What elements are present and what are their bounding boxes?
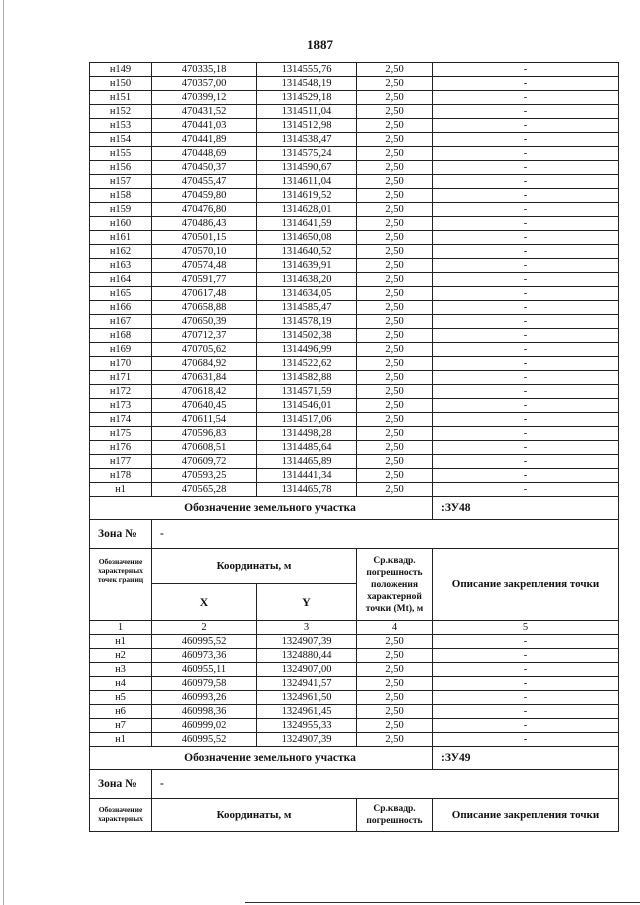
x-coord: 470618,42 [152, 385, 257, 399]
rows-top-section [90, 63, 619, 497]
y-coord: 1314641,59 [257, 217, 357, 231]
description: - [433, 413, 619, 427]
x-coord: 470455,47 [152, 175, 257, 189]
plot-label: Обозначение земельного участка [90, 497, 433, 520]
y-coord: 1324955,33 [257, 719, 357, 733]
y-coord: 1314590,67 [257, 161, 357, 175]
header-precision: Ср.квадр. погрешность положения характерной точки (Mt), м [357, 549, 433, 621]
x-coord: 470658,88 [152, 301, 257, 315]
y-coord: 1324961,45 [257, 705, 357, 719]
y-coord: 1314498,28 [257, 427, 357, 441]
description: - [433, 371, 619, 385]
y-coord: 1314548,19 [257, 77, 357, 91]
point-name: н175 [90, 427, 152, 441]
table-row [90, 105, 619, 119]
plot-id: :ЗУ48 [433, 497, 619, 520]
y-coord: 1324907,00 [257, 663, 357, 677]
table-row [90, 259, 619, 273]
table-row [90, 385, 619, 399]
precision: 2,50 [357, 147, 433, 161]
point-name: н159 [90, 203, 152, 217]
precision: 2,50 [357, 677, 433, 691]
table-row [90, 329, 619, 343]
header-description: Описание закрепления точки [433, 549, 619, 621]
y-coord: 1324907,39 [257, 635, 357, 649]
table-row [90, 217, 619, 231]
description: - [433, 427, 619, 441]
table-row [90, 371, 619, 385]
point-name: н2 [90, 649, 152, 663]
col-number: 2 [152, 621, 257, 635]
plot1-section [90, 497, 619, 635]
point-name: н166 [90, 301, 152, 315]
y-coord: 1314465,78 [257, 483, 357, 497]
page-edge-line [3, 0, 4, 905]
table-row [90, 649, 619, 663]
table-row [90, 119, 619, 133]
description: - [433, 385, 619, 399]
point-name: н155 [90, 147, 152, 161]
table-row [90, 231, 619, 245]
precision: 2,50 [357, 371, 433, 385]
table-row [90, 399, 619, 413]
table-row [90, 483, 619, 497]
point-name: н154 [90, 133, 152, 147]
description: - [433, 483, 619, 497]
precision: 2,50 [357, 441, 433, 455]
point-name: н157 [90, 175, 152, 189]
description: - [433, 469, 619, 483]
point-name: н4 [90, 677, 152, 691]
point-name: н6 [90, 705, 152, 719]
precision: 2,50 [357, 469, 433, 483]
precision: 2,50 [357, 175, 433, 189]
y-coord: 1314555,76 [257, 63, 357, 77]
precision: 2,50 [357, 105, 433, 119]
table-row [90, 663, 619, 677]
x-coord: 470570,10 [152, 245, 257, 259]
header-coords: Координаты, м [152, 799, 357, 832]
y-coord: 1314511,04 [257, 105, 357, 119]
precision: 2,50 [357, 259, 433, 273]
precision: 2,50 [357, 287, 433, 301]
x-coord: 470640,45 [152, 399, 257, 413]
y-coord: 1324880,44 [257, 649, 357, 663]
x-coord: 470431,52 [152, 105, 257, 119]
description: - [433, 649, 619, 663]
description: - [433, 91, 619, 105]
x-coord: 470608,51 [152, 441, 257, 455]
point-name: н149 [90, 63, 152, 77]
table-row [90, 427, 619, 441]
x-coord: 460979,58 [152, 677, 257, 691]
y-coord: 1314496,99 [257, 343, 357, 357]
description: - [433, 329, 619, 343]
precision: 2,50 [357, 273, 433, 287]
point-name: н158 [90, 189, 152, 203]
table-row [90, 677, 619, 691]
y-coord: 1314571,59 [257, 385, 357, 399]
bottom-rule [245, 902, 640, 903]
point-name: н176 [90, 441, 152, 455]
header-description: Описание закрепления точки [433, 799, 619, 832]
y-coord: 1324907,39 [257, 733, 357, 747]
description: - [433, 677, 619, 691]
x-coord: 460995,52 [152, 635, 257, 649]
table-row [90, 63, 619, 77]
precision: 2,50 [357, 399, 433, 413]
x-coord: 460993,26 [152, 691, 257, 705]
x-coord: 470617,48 [152, 287, 257, 301]
point-name: н152 [90, 105, 152, 119]
point-name: н163 [90, 259, 152, 273]
rows-plot1-section [90, 635, 619, 747]
table-row [90, 161, 619, 175]
coordinates-table [89, 62, 619, 832]
description: - [433, 691, 619, 705]
col-number: 1 [90, 621, 152, 635]
point-name: н150 [90, 77, 152, 91]
point-name: н160 [90, 217, 152, 231]
description: - [433, 733, 619, 747]
table-row [90, 133, 619, 147]
y-coord: 1314611,04 [257, 175, 357, 189]
plot-id: :ЗУ49 [433, 747, 619, 770]
precision: 2,50 [357, 483, 433, 497]
description: - [433, 77, 619, 91]
col-number: 4 [357, 621, 433, 635]
point-name: н1 [90, 733, 152, 747]
col-number: 3 [257, 621, 357, 635]
table-row [90, 189, 619, 203]
table-row [90, 635, 619, 649]
x-coord: 460998,36 [152, 705, 257, 719]
x-coord: 470631,84 [152, 371, 257, 385]
table-row [90, 315, 619, 329]
description: - [433, 399, 619, 413]
precision: 2,50 [357, 203, 433, 217]
header-precision: Ср.квадр. погрешность [357, 799, 433, 832]
point-name: н151 [90, 91, 152, 105]
point-name: н169 [90, 343, 152, 357]
description: - [433, 357, 619, 371]
description: - [433, 147, 619, 161]
precision: 2,50 [357, 119, 433, 133]
point-name: н153 [90, 119, 152, 133]
table-row [90, 203, 619, 217]
point-name: н170 [90, 357, 152, 371]
precision: 2,50 [357, 77, 433, 91]
x-coord: 470611,54 [152, 413, 257, 427]
description: - [433, 175, 619, 189]
description: - [433, 441, 619, 455]
x-coord: 470609,72 [152, 455, 257, 469]
y-coord: 1314634,05 [257, 287, 357, 301]
precision: 2,50 [357, 635, 433, 649]
plot2-section [90, 747, 619, 832]
header-x: X [152, 584, 257, 621]
y-coord: 1314517,06 [257, 413, 357, 427]
x-coord: 470712,37 [152, 329, 257, 343]
description: - [433, 301, 619, 315]
zone-value: - [152, 770, 619, 799]
table-row [90, 301, 619, 315]
y-coord: 1314441,34 [257, 469, 357, 483]
precision: 2,50 [357, 733, 433, 747]
table-row [90, 273, 619, 287]
point-name: н1 [90, 483, 152, 497]
col-number: 5 [433, 621, 619, 635]
point-name: н156 [90, 161, 152, 175]
point-name: н167 [90, 315, 152, 329]
x-coord: 460999,02 [152, 719, 257, 733]
description: - [433, 455, 619, 469]
precision: 2,50 [357, 315, 433, 329]
x-coord: 470650,39 [152, 315, 257, 329]
point-name: н161 [90, 231, 152, 245]
precision: 2,50 [357, 329, 433, 343]
table-row [90, 77, 619, 91]
y-coord: 1314619,52 [257, 189, 357, 203]
description: - [433, 161, 619, 175]
table-row [90, 175, 619, 189]
x-coord: 470476,80 [152, 203, 257, 217]
point-name: н164 [90, 273, 152, 287]
zone-value: - [152, 520, 619, 549]
y-coord: 1314465,89 [257, 455, 357, 469]
table-row [90, 733, 619, 747]
precision: 2,50 [357, 343, 433, 357]
precision: 2,50 [357, 189, 433, 203]
precision: 2,50 [357, 649, 433, 663]
description: - [433, 231, 619, 245]
precision: 2,50 [357, 413, 433, 427]
precision: 2,50 [357, 385, 433, 399]
y-coord: 1314546,01 [257, 399, 357, 413]
plot-label: Обозначение земельного участка [90, 747, 433, 770]
precision: 2,50 [357, 427, 433, 441]
description: - [433, 315, 619, 329]
point-name: н173 [90, 399, 152, 413]
x-coord: 470335,18 [152, 63, 257, 77]
x-coord: 470705,62 [152, 343, 257, 357]
y-coord: 1314585,47 [257, 301, 357, 315]
x-coord: 460995,52 [152, 733, 257, 747]
precision: 2,50 [357, 217, 433, 231]
precision: 2,50 [357, 133, 433, 147]
table-row [90, 287, 619, 301]
precision: 2,50 [357, 245, 433, 259]
description: - [433, 273, 619, 287]
description: - [433, 203, 619, 217]
description: - [433, 259, 619, 273]
header-coords: Координаты, м [152, 549, 357, 584]
y-coord: 1314529,18 [257, 91, 357, 105]
precision: 2,50 [357, 719, 433, 733]
x-coord: 470593,25 [152, 469, 257, 483]
precision: 2,50 [357, 301, 433, 315]
point-name: н171 [90, 371, 152, 385]
header-points: Обозначение характерных [90, 799, 152, 832]
table-row [90, 357, 619, 371]
point-name: н5 [90, 691, 152, 705]
description: - [433, 105, 619, 119]
point-name: н3 [90, 663, 152, 677]
x-coord: 470441,89 [152, 133, 257, 147]
zone-label: Зона № [90, 770, 152, 799]
description: - [433, 635, 619, 649]
x-coord: 470565,28 [152, 483, 257, 497]
x-coord: 470591,77 [152, 273, 257, 287]
description: - [433, 133, 619, 147]
page-number: 1887 [307, 37, 333, 52]
precision: 2,50 [357, 63, 433, 77]
point-name: н165 [90, 287, 152, 301]
y-coord: 1314638,20 [257, 273, 357, 287]
point-name: н174 [90, 413, 152, 427]
table-row [90, 343, 619, 357]
x-coord: 470501,15 [152, 231, 257, 245]
description: - [433, 217, 619, 231]
point-name: н162 [90, 245, 152, 259]
precision: 2,50 [357, 161, 433, 175]
description: - [433, 63, 619, 77]
description: - [433, 705, 619, 719]
x-coord: 460973,36 [152, 649, 257, 663]
table-row [90, 691, 619, 705]
table-row [90, 245, 619, 259]
precision: 2,50 [357, 663, 433, 677]
y-coord: 1314485,64 [257, 441, 357, 455]
y-coord: 1324941,57 [257, 677, 357, 691]
description: - [433, 119, 619, 133]
y-coord: 1314512,98 [257, 119, 357, 133]
x-coord: 470574,48 [152, 259, 257, 273]
description: - [433, 287, 619, 301]
table-row [90, 455, 619, 469]
table-row [90, 719, 619, 733]
point-name: н168 [90, 329, 152, 343]
x-coord: 470448,69 [152, 147, 257, 161]
x-coord: 470450,37 [152, 161, 257, 175]
point-name: н1 [90, 635, 152, 649]
y-coord: 1314578,19 [257, 315, 357, 329]
x-coord: 470441,03 [152, 119, 257, 133]
description: - [433, 245, 619, 259]
table-row [90, 469, 619, 483]
point-name: н178 [90, 469, 152, 483]
x-coord: 470596,83 [152, 427, 257, 441]
description: - [433, 343, 619, 357]
x-coord: 470486,43 [152, 217, 257, 231]
x-coord: 470399,12 [152, 91, 257, 105]
precision: 2,50 [357, 357, 433, 371]
point-name: н177 [90, 455, 152, 469]
header-points: Обозначение характерных точек границ [90, 549, 152, 621]
point-name: н7 [90, 719, 152, 733]
x-coord: 460955,11 [152, 663, 257, 677]
precision: 2,50 [357, 691, 433, 705]
description: - [433, 719, 619, 733]
zone-label: Зона № [90, 520, 152, 549]
table-row [90, 147, 619, 161]
description: - [433, 663, 619, 677]
precision: 2,50 [357, 91, 433, 105]
y-coord: 1324961,50 [257, 691, 357, 705]
precision: 2,50 [357, 455, 433, 469]
description: - [433, 189, 619, 203]
precision: 2,50 [357, 231, 433, 245]
x-coord: 470684,92 [152, 357, 257, 371]
y-coord: 1314628,01 [257, 203, 357, 217]
header-y: Y [257, 584, 357, 621]
y-coord: 1314538,47 [257, 133, 357, 147]
table-row [90, 413, 619, 427]
precision: 2,50 [357, 705, 433, 719]
table-row [90, 441, 619, 455]
table-row [90, 91, 619, 105]
y-coord: 1314522,62 [257, 357, 357, 371]
y-coord: 1314582,88 [257, 371, 357, 385]
y-coord: 1314575,24 [257, 147, 357, 161]
point-name: н172 [90, 385, 152, 399]
table-row [90, 705, 619, 719]
y-coord: 1314502,38 [257, 329, 357, 343]
y-coord: 1314650,08 [257, 231, 357, 245]
x-coord: 470459,80 [152, 189, 257, 203]
y-coord: 1314639,91 [257, 259, 357, 273]
x-coord: 470357,00 [152, 77, 257, 91]
y-coord: 1314640,52 [257, 245, 357, 259]
